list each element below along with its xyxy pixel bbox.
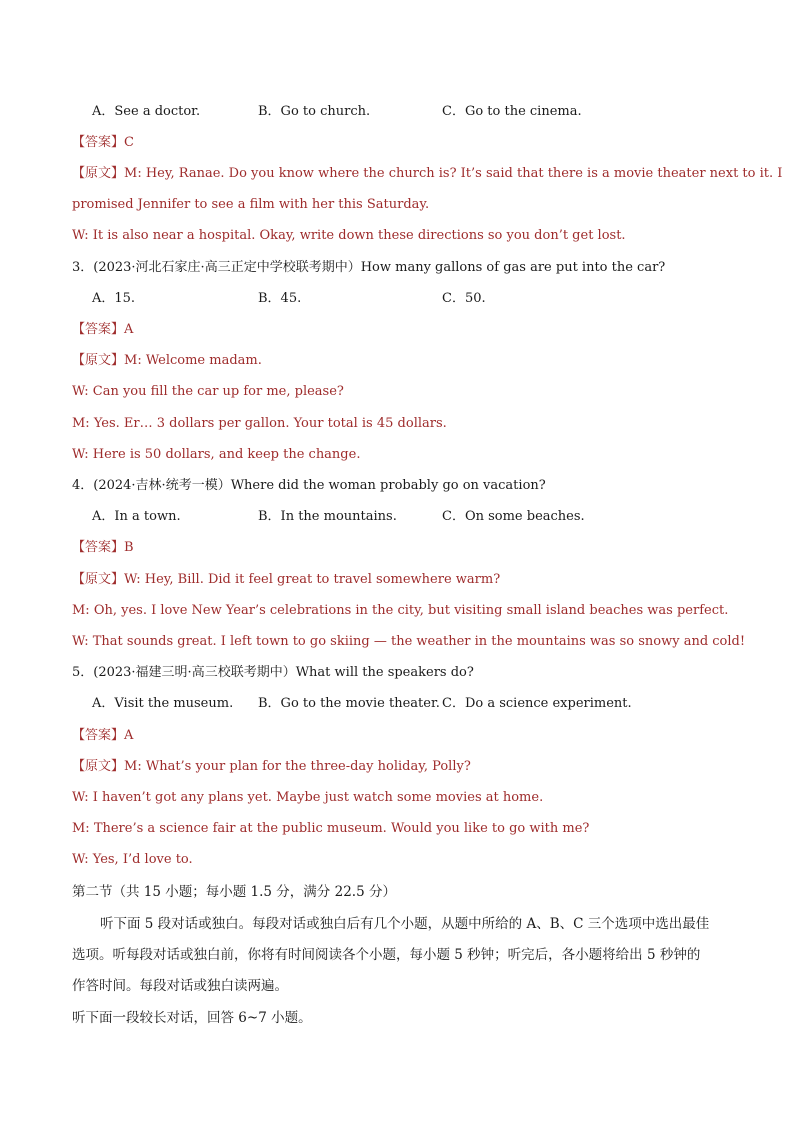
q4-question: 4．(2024·吉林·统考一模）Where did the woman probably go on vacation? bbox=[72, 478, 546, 493]
q3-transcript-line-1: 【原文】M: Welcome madam. bbox=[72, 353, 262, 368]
q5-answer: 【答案】A bbox=[72, 728, 134, 743]
q3-option-b: B．45. bbox=[258, 291, 302, 306]
q4-transcript-line-3: W: That sounds great. I left town to go skiing — the weather in the mountains was so snowy and cold! bbox=[72, 634, 746, 649]
q3-option-c: C．50. bbox=[442, 291, 486, 306]
q3-answer: 【答案】A bbox=[72, 322, 134, 337]
q2-transcript-line-2: promised Jennifer to see a film with her this Saturday. bbox=[72, 197, 430, 212]
q3-transcript-line-3: M: Yes. Er… 3 dollars per gallon. Your total is 45 dollars. bbox=[72, 416, 447, 431]
section2-heading: 第二节（共 15 小题；每小题 1.5 分，满分 22.5 分） bbox=[72, 884, 396, 900]
q5-transcript-line-3: M: There’s a science fair at the public museum. Would you like to go with me? bbox=[72, 821, 590, 836]
q5-transcript-line-2: W: I haven’t got any plans yet. Maybe just watch some movies at home. bbox=[72, 790, 544, 805]
q4-option-a: A．In a town. bbox=[92, 509, 181, 524]
q3-answer-value: A bbox=[124, 322, 134, 337]
section2-instructions-line-1: 听下面 5 段对话或独白。每段对话或独白后有几个小题，从题中所给的 A、B、C 三个选项中选出最佳 bbox=[100, 916, 710, 932]
q3-transcript-line-2: W: Can you fill the car up for me, please? bbox=[72, 384, 344, 399]
q4-option-b: B．In the mountains. bbox=[258, 509, 397, 524]
q5-option-a: A．Visit the museum. bbox=[92, 696, 234, 711]
q2-answer: 【答案】C bbox=[72, 135, 134, 150]
q4-option-c: C．On some beaches. bbox=[442, 509, 585, 524]
q2-answer-value: C bbox=[124, 135, 134, 150]
q4-answer: 【答案】B bbox=[72, 540, 134, 555]
q5-transcript-line-4: W: Yes, I’d love to. bbox=[72, 852, 193, 867]
section2-instructions-line-2: 选项。听每段对话或独白前，你将有时间阅读各个小题，每小题 5 秒钟；听完后，各小题将给出 5 秒钟的 bbox=[72, 947, 701, 963]
q3-option-a: A．15. bbox=[92, 291, 136, 306]
q2-transcript-line-3: W: It is also near a hospital. Okay, write down these directions so you don’t get lost. bbox=[72, 228, 626, 243]
q4-transcript-line-2: M: Oh, yes. I love New Year’s celebrations in the city, but visiting small island beaches was perfect. bbox=[72, 603, 729, 618]
q5-answer-value: A bbox=[124, 728, 134, 743]
q4-transcript-line-1: 【原文】W: Hey, Bill. Did it feel great to travel somewhere warm? bbox=[72, 572, 501, 587]
q5-option-c: C．Do a science experiment. bbox=[442, 696, 632, 711]
q5-question: 5．(2023·福建三明·高三校联考期中）What will the speakers do? bbox=[72, 665, 474, 680]
q2-option-c: C．Go to the cinema. bbox=[442, 104, 582, 119]
q4-answer-value: B bbox=[124, 540, 134, 555]
q3-question: 3．(2023·河北石家庄·高三正定中学校联考期中）How many gallons of gas are put into the car? bbox=[72, 260, 666, 275]
q2-transcript-line-1: 【原文】M: Hey, Ranae. Do you know where the church is? It’s said that there is a movie theater next to it. I bbox=[72, 166, 783, 181]
section2-next-prompt: 听下面一段较长对话，回答 6~7 小题。 bbox=[72, 1010, 312, 1026]
q3-transcript-line-4: W: Here is 50 dollars, and keep the change. bbox=[72, 447, 361, 462]
q2-option-a: A．See a doctor. bbox=[92, 104, 201, 119]
q5-transcript-line-1: 【原文】M: What’s your plan for the three-day holiday, Polly? bbox=[72, 759, 471, 774]
section2-instructions-line-3: 作答时间。每段对话或独白读两遍。 bbox=[72, 978, 288, 994]
q2-option-b: B．Go to church. bbox=[258, 104, 371, 119]
q5-option-b: B．Go to the movie theater. bbox=[258, 696, 440, 711]
